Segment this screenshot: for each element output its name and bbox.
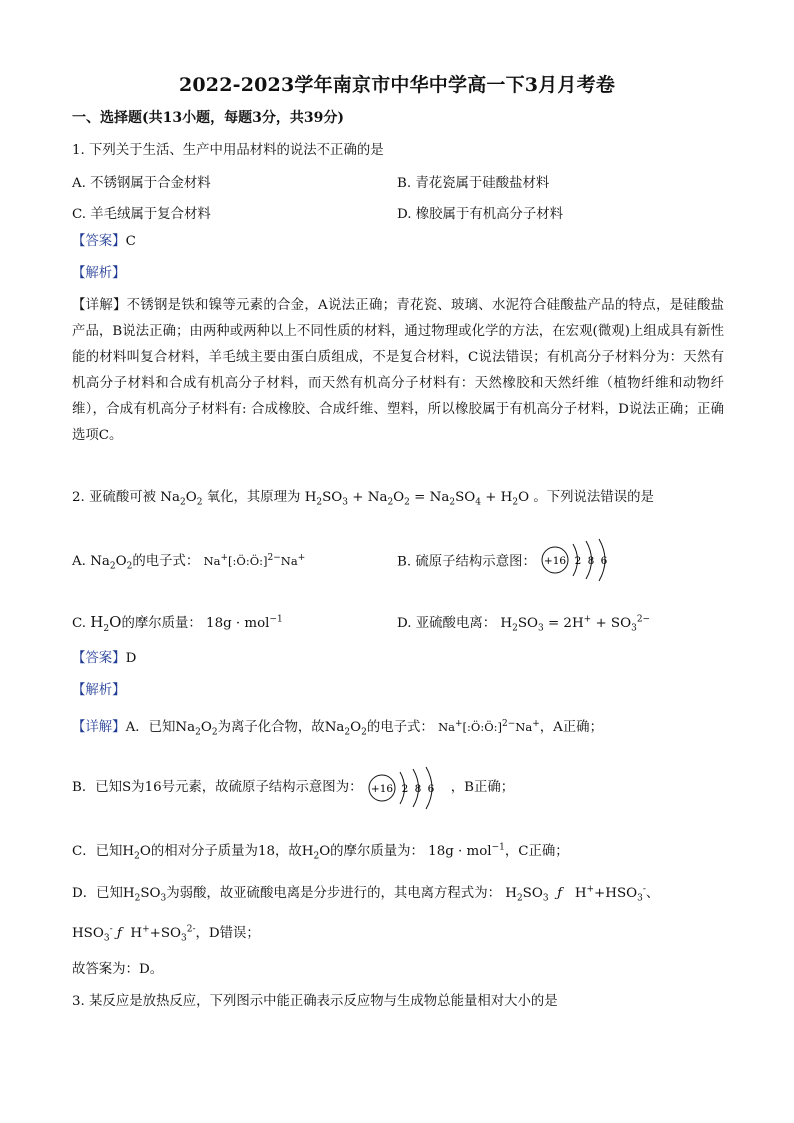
detail-text: A．已知 xyxy=(125,720,176,735)
q1-option-c: C. 羊毛绒属于复合材料 xyxy=(72,207,211,222)
q2-option-b xyxy=(397,538,624,582)
q2-detail-a: 【详解】A．已知$Na_2O_2$为离子化合物，故$Na_2O_2$的电子式： Na+[:Ö:Ö:]$^{2-}$Na+，A正确； xyxy=(72,719,603,738)
molar-mass xyxy=(206,616,283,631)
option-label: B. 硫原子结构示意图： xyxy=(397,554,536,570)
option-text: 的摩尔质量： xyxy=(121,616,202,631)
detail-text: 、 xyxy=(645,886,660,901)
q1-option-a: A. 不锈钢属于合金材料 xyxy=(72,176,211,191)
option-label: C. xyxy=(72,616,87,631)
q2-detail-b xyxy=(72,766,514,811)
option-label: A. xyxy=(72,554,86,569)
h2o-formula: $H_2O$ xyxy=(90,613,122,634)
q2-answer xyxy=(72,649,136,669)
q1-answer xyxy=(72,232,136,252)
shell-1: 2 xyxy=(574,555,582,567)
detail-text: C．已知H xyxy=(72,844,135,859)
option-label: D. 亚硫酸电离： xyxy=(397,616,497,631)
q2-detail-c: C．已知$H_2O$的相对分子质量为18，故$H_2O$的摩尔质量为： 18g · mol$^{-1}$，C正确； xyxy=(72,842,569,862)
q1-option-d: D. 橡胶属于有机高分子材料 xyxy=(397,207,564,222)
q2-option-a xyxy=(72,550,306,572)
shell-2: 8 xyxy=(587,555,595,567)
q2-conclusion: 故答案为：D。 xyxy=(72,962,164,977)
q1-analysis-tag: 【解析】 xyxy=(72,266,126,281)
q1-detail xyxy=(72,293,724,449)
na2o2-formula: $Na_2O_2$ xyxy=(90,554,133,572)
nucleus-label: +16 xyxy=(544,555,567,567)
answer-tag: 【答案】 xyxy=(72,234,126,249)
detail-text: 为弱酸，故亚硫酸电离是分步进行的，其电离方程式为： xyxy=(166,886,501,901)
shell-1: 2 xyxy=(401,783,409,795)
sulfur-atom-diagram xyxy=(367,766,451,810)
detail-text: 不锈钢是铁和镍等元素的合金，A说法正确；青花瓷、玻璃、水泥符合硅酸盐产品的特点，是硅酸盐产品，B说法正确；由两种或两种以上不同性质的材料，通过物理或化学的方法，在宏观(微观)上组成具有新性能的材料叫复合材料，羊毛绒主要由蛋白质组成，不是复合材料，C说法错误；有机高分子材料分为：天然有机高分子材料和合成有机高分子材料，而天然有机高分子材料有：天然橡胶和天然纤维（植物纤维和动物纤维），合成有机高分子材料有: 合成橡胶、合成纤维、塑料，所以橡胶属于有机高分子材料，D说法正确；正确选项C。 xyxy=(72,298,725,443)
q2-option-c xyxy=(72,612,283,634)
page-title: 2022-2023学年南京市中华中学高一下3月月考卷 xyxy=(178,74,616,96)
shell-3: 6 xyxy=(600,555,608,567)
q2-detail-d2 xyxy=(72,924,260,944)
q2-stem xyxy=(72,488,654,508)
q2-option-d xyxy=(397,612,651,634)
detail-text: ，D错误； xyxy=(195,926,260,941)
ionization-step-2: $HSO_3^-$ ƒ $H^++SO_3^{2-}$ xyxy=(72,924,196,944)
q1-stem: 1. 下列关于生活、生产中用品材料的说法不正确的是 xyxy=(72,143,384,158)
nucleus-label: +16 xyxy=(370,783,393,795)
q1-option-b: B. 青花瓷属于硅酸盐材料 xyxy=(397,176,550,191)
detail-text: B．已知S为16号元素，故硫原子结构示意图为： xyxy=(72,780,363,795)
q2-stem-part1: 2. 亚硫酸可被 xyxy=(72,490,156,505)
option-text: 的电子式： xyxy=(132,554,200,569)
detail-text: ，C正确； xyxy=(504,844,569,859)
molar-mass-exp: −1 xyxy=(491,842,505,853)
q3-stem: 3. 某反应是放热反应，下列图示中能正确表示反应物与生成物总能量相对大小的是 xyxy=(72,994,558,1009)
section-heading: 一、选择题(共13小题，每题3分，共39分) xyxy=(72,110,344,126)
reaction-equation: $H_2SO_3 + Na_2O_2 = Na_2SO_4 + H_2O$ xyxy=(304,490,530,508)
detail-tag: 【详解】 xyxy=(72,298,127,313)
shell-3: 6 xyxy=(427,783,435,795)
q2-stem-part3: 。下列说法错误的是 xyxy=(533,490,654,505)
detail-text: O的摩尔质量为： xyxy=(319,844,424,859)
detail-text: O的相对分子质量为18，故H xyxy=(139,844,314,859)
na2o2-formula: $Na_2O_2$ xyxy=(160,490,203,508)
detail-text: 为离子化合物，故 xyxy=(217,720,325,735)
ionization-step-1: $H_2SO_3$ ƒ $H^++HSO_3^-$ xyxy=(505,884,646,904)
electron-formula: Na+[:Ö:Ö:]$^{2-}$Na+ xyxy=(438,719,540,734)
sulfur-atom-diagram xyxy=(540,538,624,582)
answer-tag: 【答案】 xyxy=(72,651,126,666)
electron-formula: Na+[:Ö:Ö:]$^{2-}$Na+ xyxy=(203,553,306,568)
ionization-equation: $H_2SO_3 = 2H^+ + SO_3^{2-}$ xyxy=(500,614,651,634)
molar-mass-value: 18g · mol xyxy=(428,844,492,859)
detail-text: 的电子式： xyxy=(366,720,434,735)
q2-analysis-tag: 【解析】 xyxy=(72,683,126,698)
detail-text: ，A正确； xyxy=(539,720,603,735)
shell-2: 8 xyxy=(414,783,422,795)
molar-mass-value: 18g · mol xyxy=(206,616,270,631)
detail-text: ，B正确； xyxy=(450,780,515,795)
detail-text: D．已知H xyxy=(72,886,135,901)
detail-tag: 【详解】 xyxy=(72,720,126,735)
molar-mass-exp: −1 xyxy=(269,614,283,625)
q2-detail-d: D．已知$H_2SO_3$为弱酸，故亚硫酸电离是分步进行的，其电离方程式为： $H_2SO_3$ ƒ $H^++HSO_3^-$、 xyxy=(72,884,660,904)
answer-value: D xyxy=(125,651,137,666)
answer-value: C xyxy=(125,234,136,249)
q2-stem-part2: 氧化，其原理为 xyxy=(206,490,301,505)
detail-text: SO xyxy=(140,886,161,901)
